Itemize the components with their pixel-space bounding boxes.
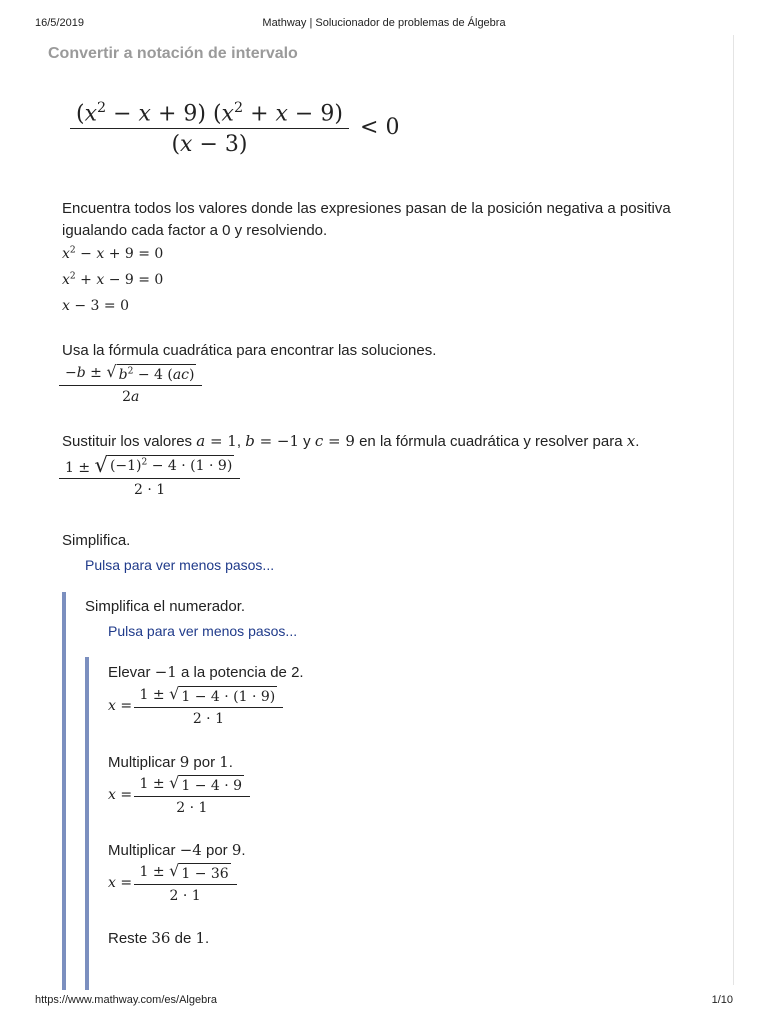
substep-multiply-minus4-by-9: Multiplicar −4 por 9. xyxy=(108,841,246,859)
step-simplify-text: Simplifica. xyxy=(62,532,131,549)
substitute-text-pre: Sustituir los valores xyxy=(62,433,193,450)
toggle-steps-link[interactable]: Pulsa para ver menos pasos... xyxy=(85,557,275,573)
substep-equation-3: x = 1 ± √ 1 − 36 2 · 1 xyxy=(108,863,234,904)
step-substitute-text xyxy=(62,430,639,453)
substep-equation-1: x = 1 ± √ 1 − 4 · (1 · 9) 2 · 1 xyxy=(108,686,280,727)
factor-equation-2: $x^2 + x - 9 = 0$ xyxy=(62,271,164,288)
print-date: 16/5/2019 xyxy=(35,17,84,29)
substitute-values: a = 1, b = −1 y c = 9 xyxy=(196,432,355,450)
print-url[interactable]: https://www.mathway.com/es/Algebra xyxy=(35,994,217,1006)
substep-subtract-36: Reste 36 de 1. xyxy=(108,929,210,947)
quadratic-formula: −b ± √ $b^2 - 4$ (ac) 2a xyxy=(62,364,199,405)
print-page-number: 1/10 xyxy=(711,994,733,1006)
page-divider xyxy=(733,35,734,985)
toggle-substeps-link[interactable]: Pulsa para ver menos pasos... xyxy=(108,623,298,639)
substep-bar-level1 xyxy=(62,592,66,990)
print-title: Mathway | Solucionador de problemas de Álgebra xyxy=(262,17,506,29)
factor-equation-1: $x^2 - x + 9 = 0$ xyxy=(62,245,164,262)
problem-expression: $\frac{(x^2 - x + 9) (x^2 + x - 9)}{(x - 3)}$ < 0 xyxy=(73,100,399,157)
substep-bar-level2 xyxy=(85,657,89,990)
step-quadratic-text: Usa la fórmula cuadrática para encontrar las soluciones. xyxy=(62,342,437,359)
substep-raise-power: Elevar −1 a la potencia de 2. xyxy=(108,663,304,681)
substitute-text-post: en la fórmula cuadrática y resolver para x. xyxy=(359,432,640,450)
substituted-formula: 1 ± √ $(-1)^2 - 4 \cdot (1 \cdot 9)$ 2 · 1 xyxy=(62,455,237,498)
substep-multiply-9-by-1: Multiplicar 9 por 1. xyxy=(108,753,233,771)
step-find-values-text: Encuentra todos los valores donde las expresiones pasan de la posición negativa a positiva igualando cada factor a 0 y resolviendo. xyxy=(62,200,671,239)
substep-simplify-numerator: Simplifica el numerador. xyxy=(85,598,246,615)
problem-heading: Convertir a notación de intervalo xyxy=(48,45,298,62)
factor-equation-3: x − 3 = 0 xyxy=(62,298,129,314)
substep-equation-2: x = 1 ± √ 1 − 4 · 9 2 · 1 xyxy=(108,775,247,816)
